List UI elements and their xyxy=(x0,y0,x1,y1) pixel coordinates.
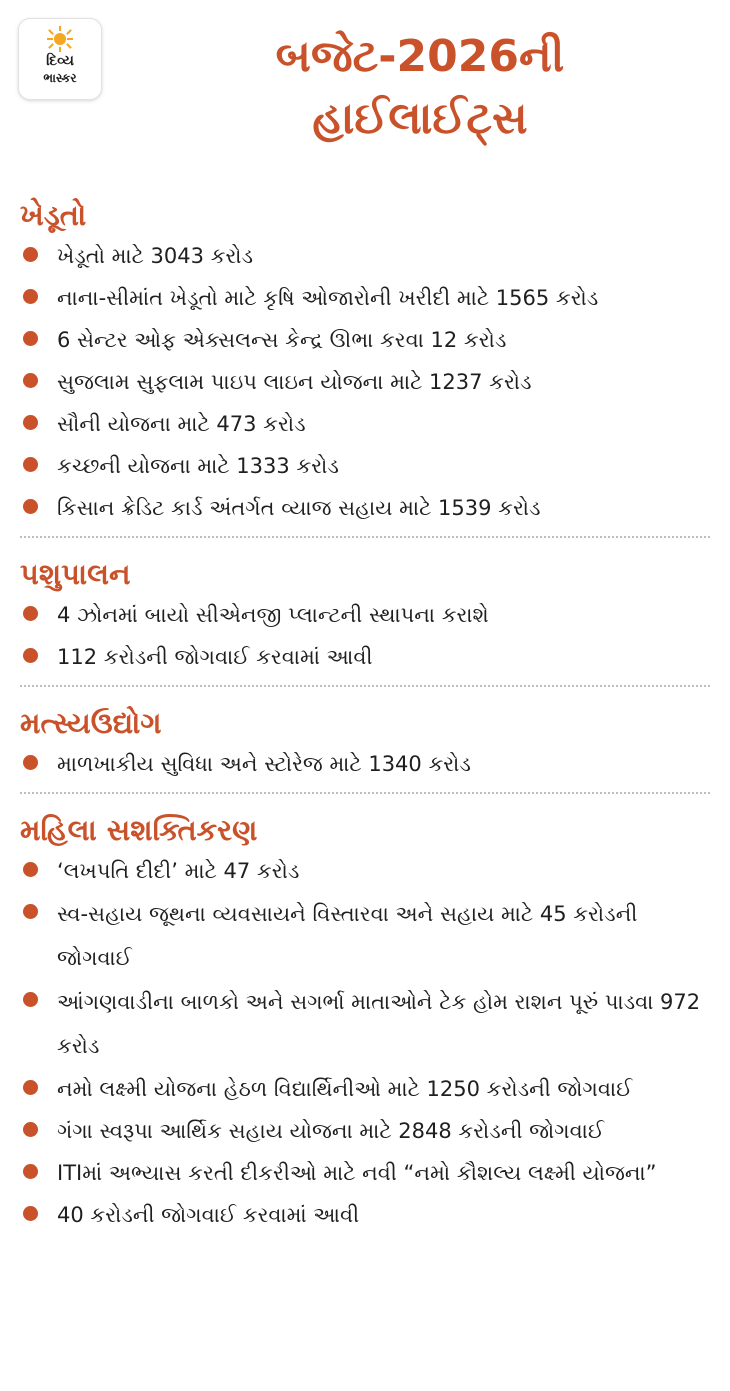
item-text: નમો લક્ષ્મી યોજના હેઠળ વિદ્યાર્થિનીઓ માટે 1250 કરોડની જોગવાઈ xyxy=(57,1077,633,1101)
item-text: નાના-સીમાંત ખેડૂતો માટે કૃષિ ઓજારોની ખરીદી માટે 1565 કરોડ xyxy=(57,286,599,310)
bullet-icon xyxy=(23,862,38,877)
list-item xyxy=(20,277,710,319)
list-item xyxy=(20,319,710,361)
bullet-icon xyxy=(23,1206,38,1221)
item-text: ગંગા સ્વરૂપા આર્થિક સહાય યોજના માટે 2848 કરોડની જોગવાઈ xyxy=(57,1119,605,1143)
item-text: 40 કરોડની જોગવાઈ કરવામાં આવી xyxy=(57,1203,360,1227)
item-text: 6 સેન્ટર ઓફ એક્સલન્સ કેન્દ્ર ઊભા કરવા 12 કરોડ xyxy=(57,328,507,352)
item-text: 4 ઝોનમાં બાયો સીએનજી પ્લાન્ટની સ્થાપના કરાશે xyxy=(57,603,489,627)
bullet-icon xyxy=(23,606,38,621)
list-item xyxy=(20,361,710,403)
list-item xyxy=(20,487,710,529)
list-item xyxy=(20,445,710,487)
section-divider xyxy=(20,536,710,538)
list-item xyxy=(20,403,710,445)
bullet-icon xyxy=(23,904,38,919)
item-text: સુજલામ સુફલામ પાઇપ લાઇન યોજના માટે 1237 કરોડ xyxy=(57,370,532,394)
section-divider xyxy=(20,792,710,794)
list-item xyxy=(20,636,710,678)
section-title-women-empowerment: મહિલા સશક્તિકરણ xyxy=(20,813,258,847)
bullet-icon xyxy=(23,1122,38,1137)
bullet-icon xyxy=(23,247,38,262)
list-item xyxy=(20,1110,710,1152)
item-text: આંગણવાડીના બાળકો અને સગર્ભા માતાઓને ટેક હોમ રાશન પૂરું પાડવા 972 કરોડ xyxy=(57,990,701,1058)
bullet-icon xyxy=(23,755,38,770)
bullet-icon xyxy=(23,648,38,663)
logo-line-2: ભાસ્કર xyxy=(43,71,77,85)
item-text: ખેડૂતો માટે 3043 કરોડ xyxy=(57,244,254,268)
bullet-icon xyxy=(23,1080,38,1095)
logo-line-1: દિવ્ય xyxy=(46,53,74,69)
list-item xyxy=(20,743,710,785)
section-women-empowerment xyxy=(20,810,710,1236)
list-item xyxy=(20,1194,710,1236)
item-text: ‘લખપતિ દીદી’ માટે 47 કરોડ xyxy=(57,859,300,883)
list-item xyxy=(20,594,710,636)
item-text: માળખાકીય સુવિધા અને સ્ટોરેજ માટે 1340 કરોડ xyxy=(57,752,471,776)
bullet-icon xyxy=(23,992,38,1007)
item-text: કિસાન ક્રેડિટ કાર્ડ અંતર્ગત વ્યાજ સહાય માટે 1539 કરોડ xyxy=(57,496,541,520)
page-title xyxy=(110,26,730,150)
page-title-line-1: બજેટ-2026ની xyxy=(275,31,565,82)
sun-icon xyxy=(45,26,75,52)
section-title-fisheries: મત્સ્યઉદ્યોગ xyxy=(20,706,162,740)
bullet-icon xyxy=(23,457,38,472)
item-text: ITIમાં અભ્યાસ કરતી દીકરીઓ માટે નવી “નમો કૌશલ્ય લક્ષ્મી યોજના” xyxy=(57,1161,657,1185)
bullet-icon xyxy=(23,289,38,304)
bullet-icon xyxy=(23,1164,38,1179)
highlights-content xyxy=(0,195,730,1236)
bullet-icon xyxy=(23,499,38,514)
section-fisheries xyxy=(20,703,710,785)
divya-bhaskar-logo xyxy=(19,19,101,99)
item-text: કચ્છની યોજના માટે 1333 કરોડ xyxy=(57,454,339,478)
list-item xyxy=(20,980,710,1068)
section-animal-husbandry xyxy=(20,554,710,678)
bullet-icon xyxy=(23,415,38,430)
section-title-farmers: ખેડૂતો xyxy=(20,198,87,232)
section-divider xyxy=(20,685,710,687)
item-text: સૌની યોજના માટે 473 કરોડ xyxy=(57,412,306,436)
item-text: 112 કરોડની જોગવાઈ કરવામાં આવી xyxy=(57,645,373,669)
section-title-animal-husbandry: પશુપાલન xyxy=(20,557,131,591)
section-farmers xyxy=(20,195,710,529)
bullet-icon xyxy=(23,373,38,388)
list-item xyxy=(20,892,710,980)
list-item xyxy=(20,850,710,892)
bullet-icon xyxy=(23,331,38,346)
page-title-line-2: હાઈલાઈટ્સ xyxy=(312,93,528,144)
item-text: સ્વ-સહાય જૂથના વ્યવસાયને વિસ્તારવા અને સહાય માટે 45 કરોડની જોગવાઈ xyxy=(57,902,638,970)
list-item xyxy=(20,235,710,277)
list-item xyxy=(20,1152,710,1194)
list-item xyxy=(20,1068,710,1110)
